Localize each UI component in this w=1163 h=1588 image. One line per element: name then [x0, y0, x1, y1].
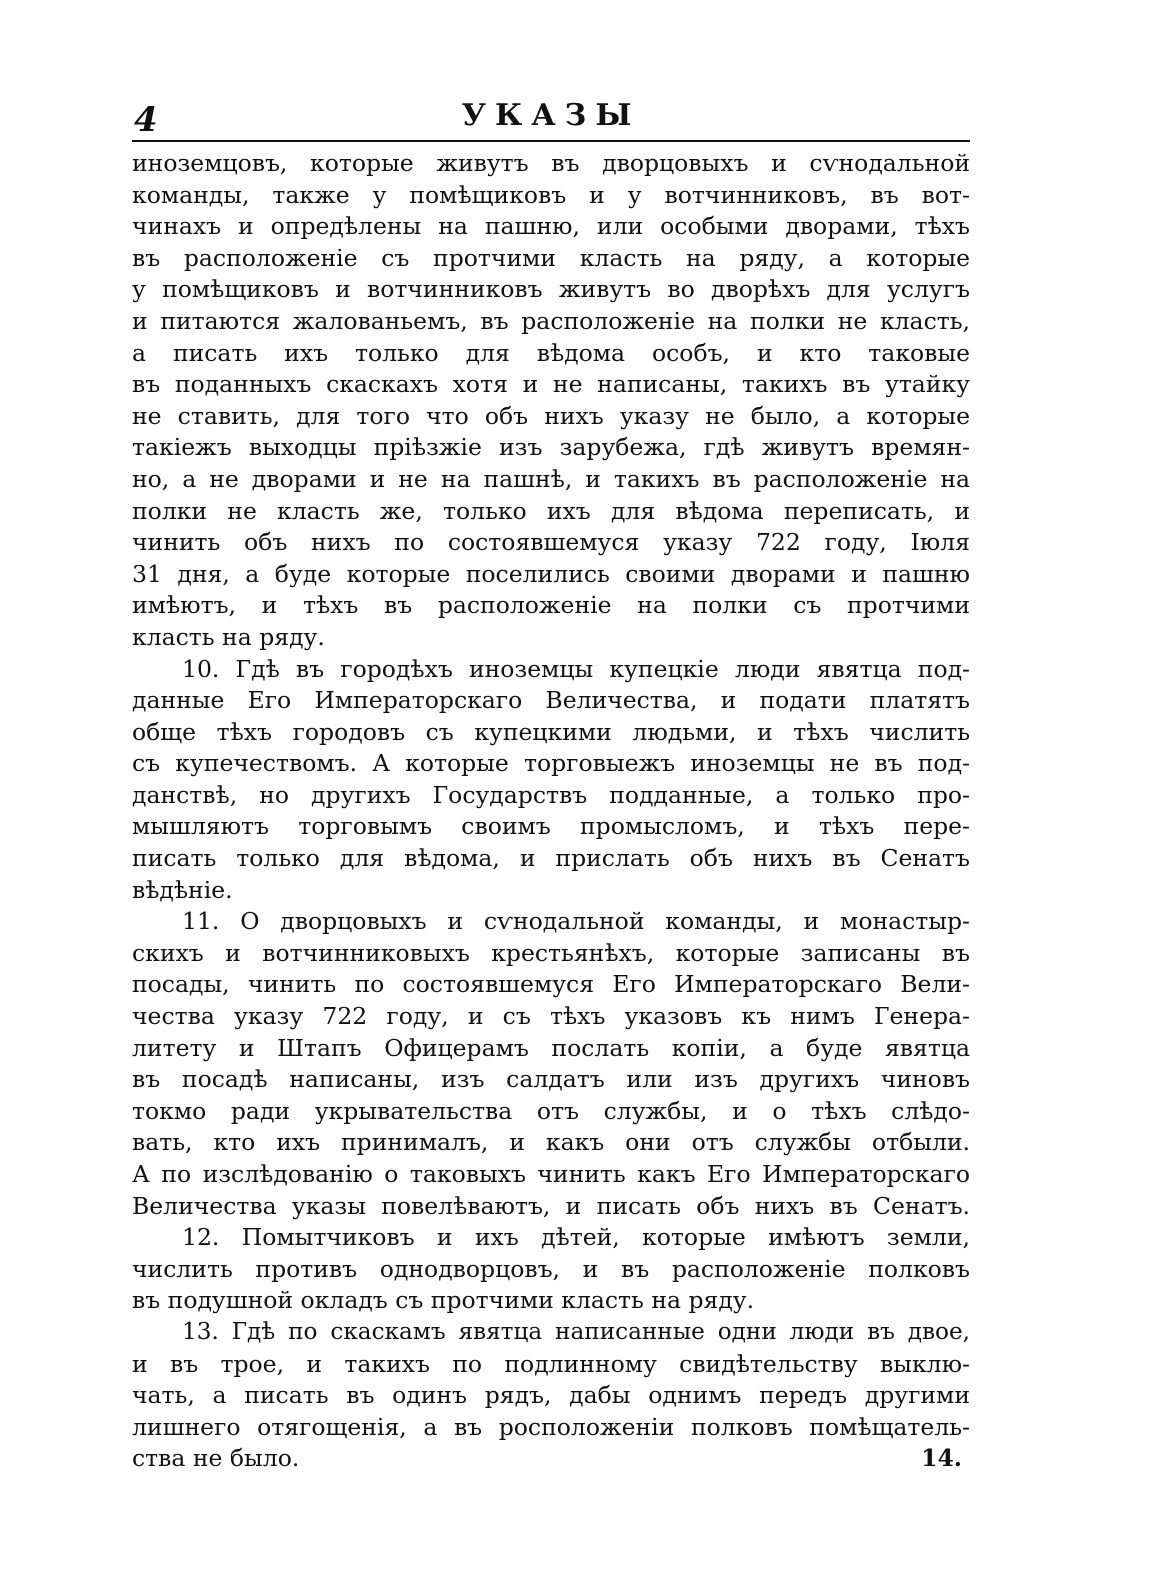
page	[132, 92, 970, 1475]
text-line: иноземцовъ, которые живутъ въ дворцовыхъ и сѵнодальной	[132, 149, 970, 177]
final-text-line: ства не было.	[132, 1444, 300, 1473]
text-line: посады, чинить по состоявшемуся Его Императорскаго Вели-	[132, 970, 970, 999]
text-line: токмо ради укрывательства отъ службы, и о тѣхъ слѣдо-	[132, 1096, 970, 1125]
text-line: такіежъ выходцы пріѣзжіе изъ зарубежа, гдѣ живутъ времян-	[132, 433, 970, 462]
text-line: числить противъ однодворцовъ, и въ расположеніе полковъ	[132, 1254, 970, 1283]
paragraph-12-start: 12. Помытчиковъ и ихъ дѣтей, которые имѣютъ земли,	[182, 1223, 970, 1252]
text-line: А по изслѣдованію о таковыхъ чинить какъ Его Императорскаго	[132, 1160, 970, 1188]
text-line: чинить объ нихъ по состоявшемуся указу 722 году, Іюля	[132, 528, 970, 557]
text-body	[132, 148, 970, 1443]
text-line: имѣютъ, и тѣхъ въ расположеніе на полки съ протчими	[132, 591, 970, 620]
text-line: и питаются жалованьемъ, въ расположеніе на полки не класть,	[132, 306, 970, 335]
text-line: чать, а писать въ одинъ рядъ, дабы однимъ передъ другими	[132, 1381, 970, 1410]
text-line: полки не класть же, только ихъ для вѣдома переписать, и	[132, 496, 970, 525]
text-line: въ подушной окладъ съ протчими класть на ряду.	[132, 1286, 755, 1315]
text-line: въ посадѣ написаны, изъ салдатъ или изъ другихъ чиновъ	[132, 1065, 970, 1094]
text-line: въ расположеніе съ протчими класть на ряду, а которые	[132, 243, 970, 272]
text-line: но, а не дворами и не на пашнѣ, и такихъ въ расположеніе на	[132, 464, 970, 493]
text-line: скихъ и вотчинниковыхъ крестьянѣхъ, которые записаны въ	[132, 938, 970, 967]
text-line: въ поданныхъ скаскахъ хотя и не написаны, такихъ въ утайку	[132, 370, 970, 399]
text-line: литету и Штапъ Офицерамъ послать копіи, а буде явятца	[132, 1033, 970, 1062]
paragraph-10-start: 10. Гдѣ въ городѣхъ иноземцы купецкіе люди явятца под-	[182, 654, 970, 683]
text-line: вѣдѣніе.	[132, 875, 233, 904]
catchword: 14.	[921, 1444, 962, 1473]
text-line: 31 дня, а буде которые поселились своими дворами и пашню	[132, 559, 970, 588]
text-line: у помѣщиковъ и вотчинниковъ живутъ во дворѣхъ для услугъ	[132, 275, 970, 304]
page-footer	[132, 1443, 970, 1475]
text-line: а писать ихъ только для вѣдома особъ, и кто таковые	[132, 338, 970, 367]
text-line: данствѣ, но другихъ Государствъ подданные, а только про-	[132, 780, 970, 809]
text-line: лишнего отягощенія, а въ росположеніи полковъ помѣщатель-	[132, 1412, 970, 1441]
text-line: и въ трое, и такихъ по подлинному свидѣтельству выклю-	[132, 1349, 970, 1378]
text-line: писать только для вѣдома, и прислать объ нихъ въ Сенатъ	[132, 844, 970, 873]
text-line: не ставить, для того что объ нихъ указу не было, а которые	[132, 401, 970, 430]
page-number: 4	[134, 100, 158, 140]
running-title: УКАЗЫ	[461, 98, 641, 133]
text-line: мышляютъ торговымъ своимъ промысломъ, и тѣхъ пере-	[132, 812, 970, 841]
text-line: съ купечествомъ. А которые торговыежъ иноземцы не въ под-	[132, 749, 970, 778]
text-line: класть на ряду.	[132, 622, 325, 651]
text-line: данные Его Императорскаго Величества, и подати платятъ	[132, 686, 970, 715]
text-line: Величества указы повелѣваютъ, и писать объ нихъ въ Сенатъ.	[132, 1191, 970, 1220]
text-line: чинахъ и опредѣлены на пашню, или особыми дворами, тѣхъ	[132, 212, 970, 241]
page-header	[132, 92, 970, 142]
text-line: команды, также у помѣщиковъ и у вотчинниковъ, въ вот-	[132, 180, 970, 209]
text-line: чества указу 722 году, и съ тѣхъ указовъ къ нимъ Генера-	[132, 1002, 970, 1031]
paragraph-11-start: 11. О дворцовыхъ и сѵнодальной команды, и монастыр-	[182, 907, 970, 936]
text-line: вать, кто ихъ принималъ, и какъ они отъ службы отбыли.	[132, 1128, 970, 1157]
paragraph-13-start: 13. Гдѣ по скаскамъ явятца написанные одни люди въ двое,	[182, 1318, 970, 1345]
text-line: обще тѣхъ городовъ съ купецкими людьми, и тѣхъ числить	[132, 717, 970, 746]
